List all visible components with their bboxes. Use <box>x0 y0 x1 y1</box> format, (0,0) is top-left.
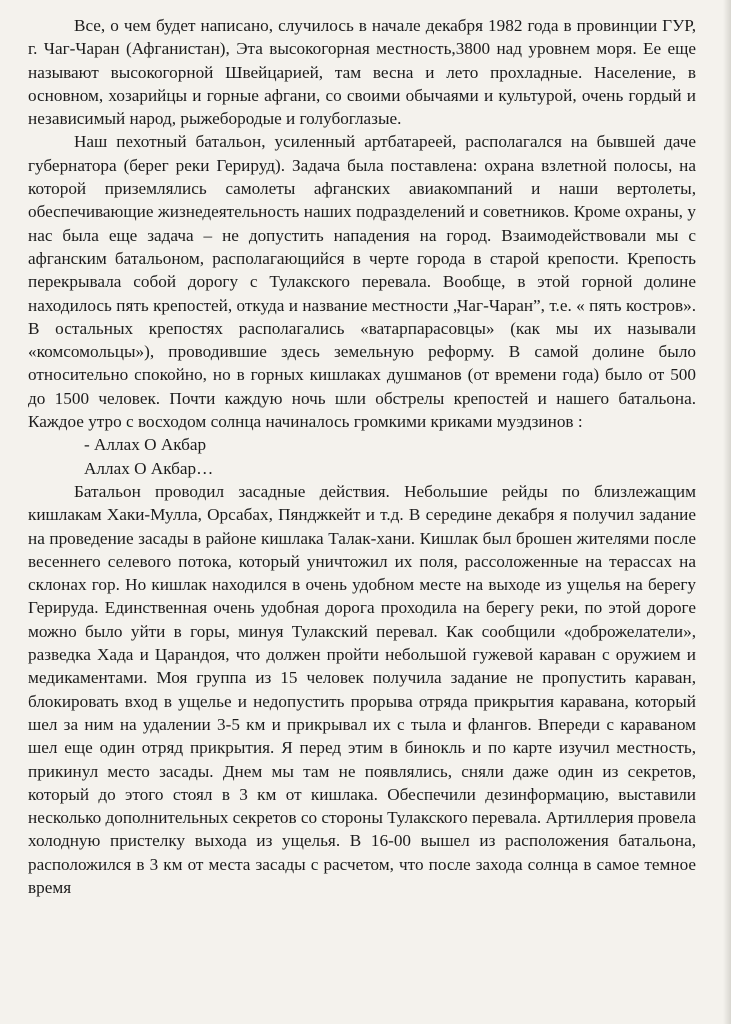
paragraph-ambush: Батальон проводил засадные действия. Небольшие рейды по близлежащим кишлакам Хаки-Мулла, Орсабах, Пянджкейт и т.д. В середине декабря я получил задание на проведение засады в районе кишлака Талак-хани. Кишлак был брошен жителями после весеннего селевого потока, который уничтожил их поля, рассоложенные на терассах на склонах гор. Но кишлак находился в очень удобном месте на выходе из ущелья на берегу Герируда. Единственная очень удобная дорога проходила на берегу реки, по этой дороге можно было уйти в горы, минуя Тулакский перевал. Как сообщили «доброжелатели», разведка Хада и Царандоя, что должен пройти небольшой гужевой караван с оружием и медикаментами. Моя группа из 15 человек получила задание не пропустить караван, блокировать вход в ущелье и недопустить прорыва отряда прикрытия каравана, который шел за ним на удалении 3-5 км и прикрывал их с тыла и флангов. Впереди с караваном шел еще один отряд прикрытия. Я перед этим в бинокль и по карте изучил местность, прикинул место засады. Днем мы там не появлялись, сняли даже один из секретов, который до этого стоял в 3 км от кишлака. Обеспечили дезинформацию, выставили несколько дополнительных секретов со стороны Тулакского перевала. Артиллерия провела холодную пристелку выхода из ущелья. В 16-00 вышел из расположения батальона, расположился в 3 км от места засады с расчетом, что после захода солнца в самое темное время <box>28 481 697 897</box>
paragraph-battalion: Наш пехотный батальон, усиленный артбатареей, располагался на бывшей даче губернатора (берег реки Герируд). Задача была поставлена: охрана взлетной полосы, на которой приземлялись самолеты афганских авиакомпаний и наши вертолеты, обеспечивающие жизнедеятельность наших подразделений и советников. Кроме охраны, у нас была еще задача – не допустить нападения на город. Взаимодействовали мы с афганским батальоном, располагающийся в черте города в старой крепости. Крепость перекрывала собой дорогу с Тулакского перевала. Вообще, в этой горной долине находилось пять крепостей, откуда и название местности „Чаг-Чаран”, т.е. « пять костров». В остальных крепостях располагались «ватарпарасовцы» (как мы их называли «комсомольцы»), проводившие здесь земельную реформу. В самой долине было относительно спокойно, но в горных кишлаках душманов (от времени года) было от 500 до 1500 человек. Почти каждую ночь шли обстрелы крепостей и нашего батальона. Каждое утро с восходом солнца начиналось громкими криками муэдзинов : <box>28 132 696 432</box>
document-body <box>28 14 696 899</box>
paragraph-call-1: - Аллах О Акбар <box>84 435 207 455</box>
page-edge-shadow <box>723 0 731 1024</box>
paragraph-intro: Все, о чем будет написано, случилось в начале декабря 1982 года в провинции ГУР, г. Чаг-Чаран (Афганистан), Эта высокогорная местность,3800 над уровнем моря. Ее еще называют высокогорной Швейцарией, там весна и лето прохладные. Население, в основном, хозарийцы и горные афгани, со своими обычаями и культурой, очень гордый и независимый народ, рыжебородые и голубоглазые. <box>28 16 696 129</box>
paragraph-call-2: Аллах О Акбар… <box>84 458 214 478</box>
